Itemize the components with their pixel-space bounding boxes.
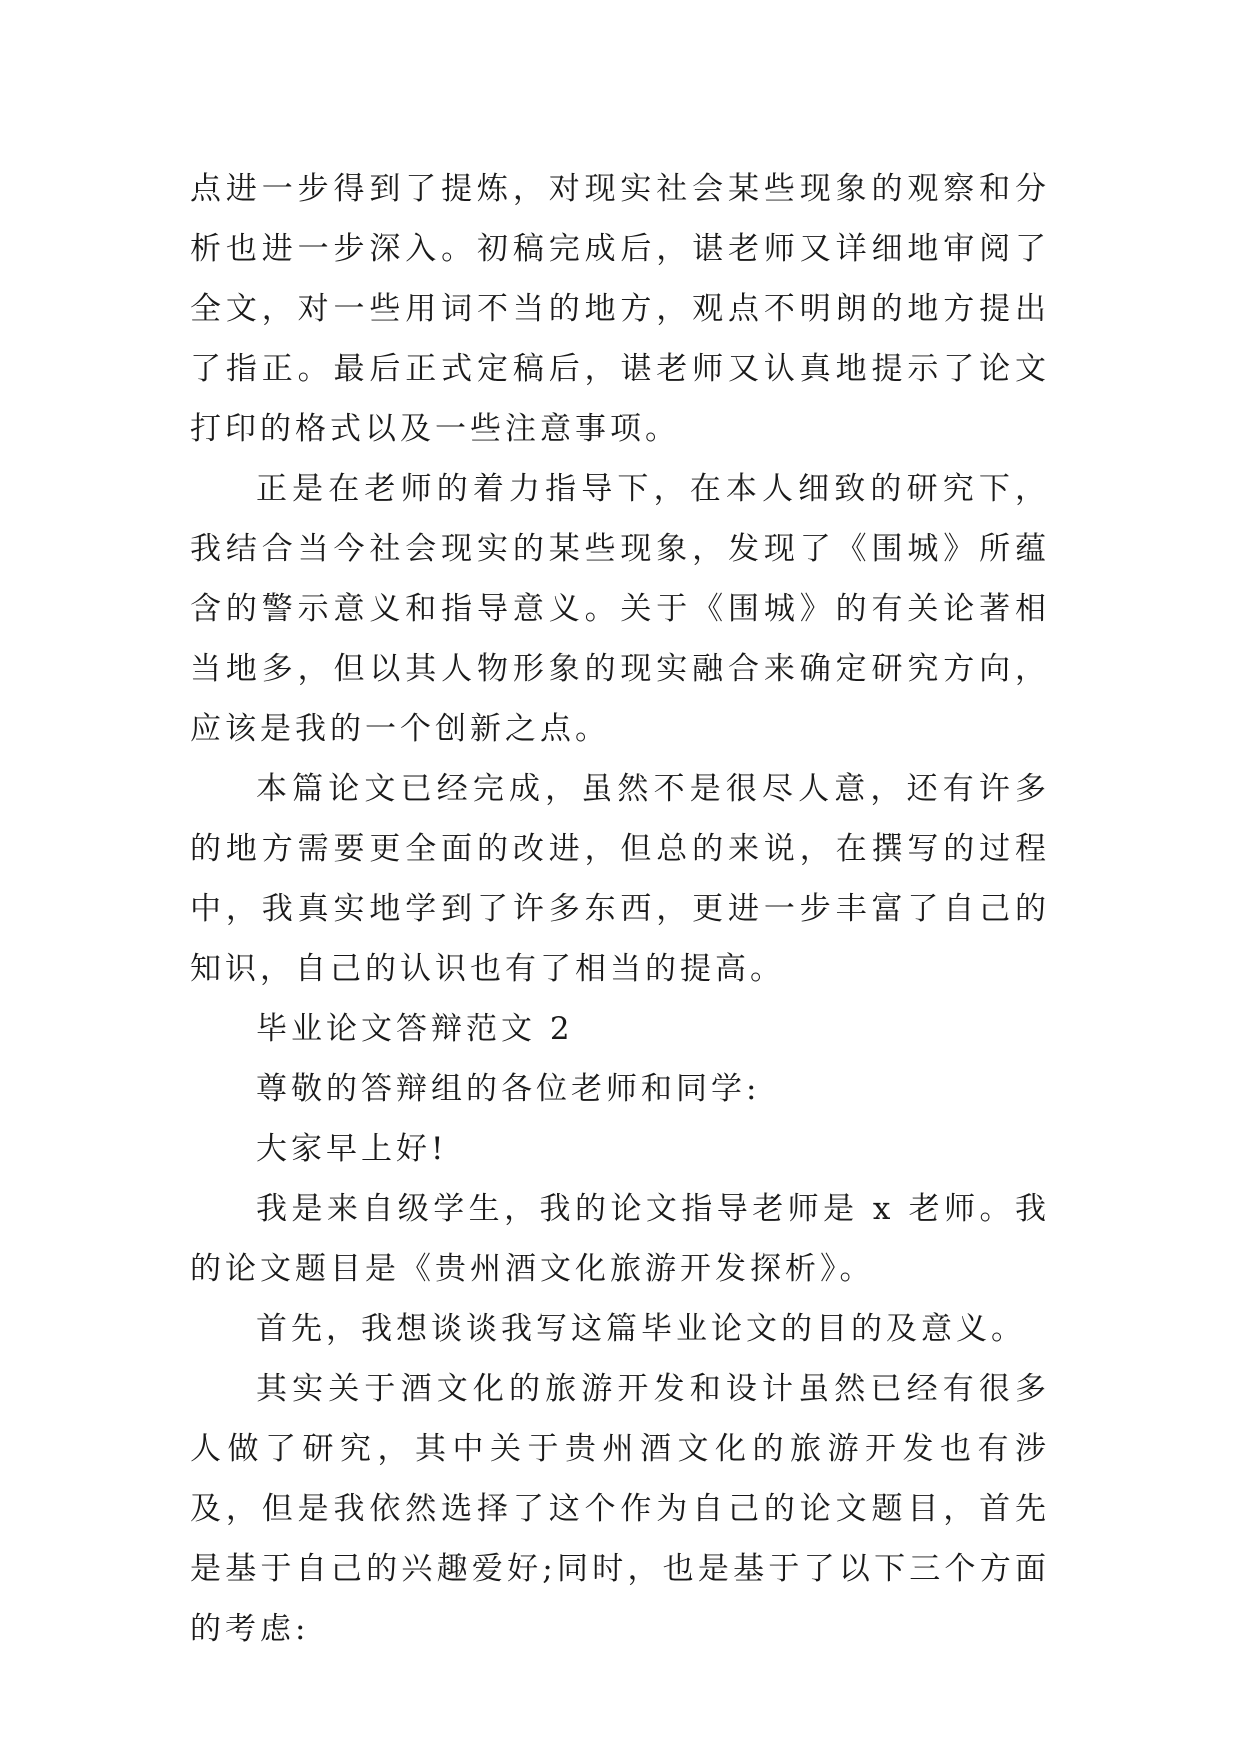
section-heading: 毕业论文答辩范文 2 — [256, 1011, 574, 1047]
paragraph-purpose: 首先，我想谈谈我写这篇毕业论文的目的及意义。 — [256, 1311, 1026, 1347]
paragraph-reasons: 其实关于酒文化的旅游开发和设计虽然已经有很多人做了研究，其中关于贵州酒文化的旅游开发也有涉及，但是我依然选择了这个作为自己的论文题目，首先是基于自己的兴趣爱好;同时，也是基于了以下三个方面的考虑: — [190, 1371, 1050, 1647]
paragraph-conclusion: 本篇论文已经完成，虽然不是很尽人意，还有许多的地方需要更全面的改进，但总的来说，在撰写的过程中，我真实地学到了许多东西，更进一步丰富了自己的知识，自己的认识也有了相当的提高。 — [190, 771, 1050, 987]
document-body — [190, 159, 1050, 1659]
salutation: 尊敬的答辩组的各位老师和同学: — [256, 1071, 761, 1107]
greeting: 大家早上好! — [256, 1131, 448, 1167]
paragraph-guidance: 正是在老师的着力指导下，在本人细致的研究下，我结合当今社会现实的某些现象，发现了《围城》所蕴含的警示意义和指导意义。关于《围城》的有关论著相当地多，但以其人物形象的现实融合来确定研究方向，应该是我的一个创新之点。 — [190, 471, 1050, 747]
paragraph-continuation: 点进一步得到了提炼，对现实社会某些现象的观察和分析也进一步深入。初稿完成后，谌老师又详细地审阅了全文，对一些用词不当的地方，观点不明朗的地方提出了指正。最后正式定稿后，谌老师又认真地提示了论文打印的格式以及一些注意事项。 — [190, 171, 1050, 447]
paragraph-introduction: 我是来自级学生，我的论文指导老师是 x 老师。我的论文题目是《贵州酒文化旅游开发探析》。 — [190, 1191, 1050, 1287]
